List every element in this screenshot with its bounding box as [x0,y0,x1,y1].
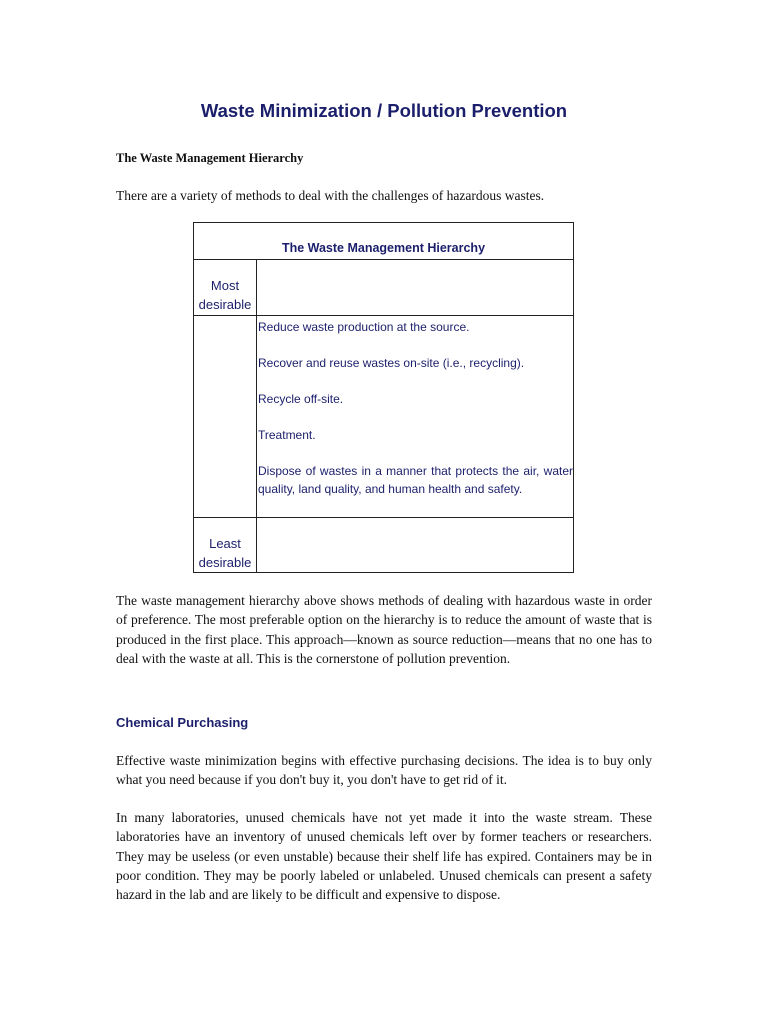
method-item: Recover and reuse wastes on-site (i.e., recycling). [258,356,525,370]
empty-top-cell [257,260,573,316]
document-title: Waste Minimization / Pollution Prevention [200,100,568,121]
purchasing-paragraph: Effective waste minimization begins with effective purchasing decisions. The idea is to buy only what you need because if you don't buy it, you don't have to get rid of it. [116,753,652,788]
methods-list [257,316,573,498]
unused-chemicals-paragraph: In many laboratories, unused chemicals have not yet made it into the waste stream. These laboratories have an inventory of unused chemicals left over by former teachers or researchers. They may be useless (or even unstable) because their shelf life has expired. Containers may be in poor condition. They may be poorly labeled or unlabeled. Unused chemicals can present a safety hazard in the lab and are likely to be difficult and expensive to dispose. [116,810,652,903]
hierarchy-explanation-paragraph: The waste management hierarchy above shows methods of dealing with hazardous waste in order of preference. The most preferable option on the hierarchy is to reduce the amount of waste that is produced in the first place. This approach—known as source reduction—means that no one has to deal with the waste at all. This is the cornerstone of pollution prevention. [116,593,652,666]
methods-cell [257,316,573,518]
least-desirable-label: Least desirable [198,536,252,570]
section-heading: The Waste Management Hierarchy [116,151,304,165]
most-desirable-label: Most desirable [198,278,252,312]
method-item: Treatment. [258,428,316,442]
method-item: Reduce waste production at the source. [258,320,470,334]
method-item: Recycle off-site. [258,392,344,406]
least-desirable-cell [194,518,257,572]
intro-paragraph: There are a variety of methods to deal with the challenges of hazardous wastes. [116,188,545,203]
chemical-purchasing-heading: Chemical Purchasing [116,715,249,730]
waste-hierarchy-table [193,222,574,573]
method-item: Dispose of wastes in a manner that protects the air, water quality, land quality, and human health and safety. [258,464,573,496]
most-desirable-cell [194,260,257,316]
table-caption: The Waste Management Hierarchy [194,223,573,260]
empty-bottom-cell [257,518,573,572]
empty-middle-cell [194,316,257,518]
